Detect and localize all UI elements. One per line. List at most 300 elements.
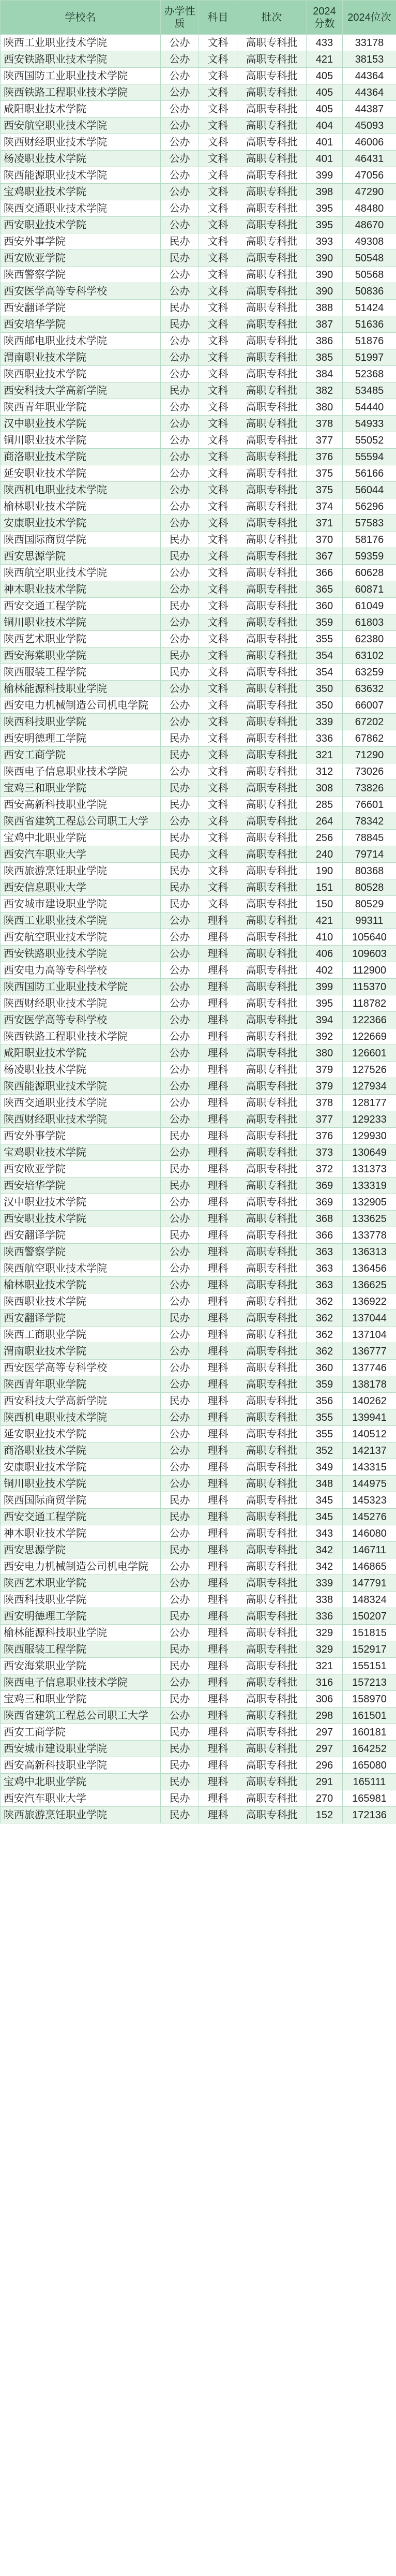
table-row [1,68,396,84]
score-cell: 388 [307,300,343,316]
school-type-cell: 公办 [161,962,199,979]
batch-cell: 高职专科批 [237,482,307,498]
subject-cell: 理科 [199,1625,237,1641]
batch-cell: 高职专科批 [237,117,307,134]
score-cell: 399 [307,167,343,184]
school-type-cell: 民办 [161,300,199,316]
batch-cell: 高职专科批 [237,780,307,797]
score-cell: 321 [307,747,343,763]
score-cell: 152 [307,1807,343,1823]
rank-cell: 164252 [343,1741,396,1757]
rank-cell: 165981 [343,1790,396,1807]
table-row [1,283,396,300]
school-type-cell: 公办 [161,1078,199,1095]
batch-cell: 高职专科批 [237,1608,307,1625]
school-name-cell: 安康职业技术学院 [1,1459,161,1476]
table-row [1,1028,396,1045]
rank-cell: 73826 [343,780,396,797]
school-name-cell: 延安职业技术学院 [1,1426,161,1442]
school-type-cell: 民办 [161,863,199,879]
rank-cell: 51636 [343,316,396,333]
batch-cell: 高职专科批 [237,1575,307,1592]
school-name-cell: 西安海棠职业学院 [1,647,161,664]
batch-cell: 高职专科批 [237,912,307,929]
school-type-cell: 公办 [161,283,199,300]
batch-cell: 高职专科批 [237,730,307,747]
batch-cell: 高职专科批 [237,217,307,233]
score-cell: 365 [307,581,343,598]
batch-cell: 高职专科批 [237,1625,307,1641]
school-type-cell: 公办 [161,1111,199,1128]
rank-cell: 133625 [343,1211,396,1227]
rank-cell: 127934 [343,1078,396,1095]
batch-cell: 高职专科批 [237,151,307,167]
rank-cell: 157213 [343,1674,396,1691]
rank-cell: 63632 [343,681,396,697]
batch-cell: 高职专科批 [237,1525,307,1542]
table-row [1,333,396,349]
table-row [1,217,396,233]
school-type-cell: 民办 [161,316,199,333]
batch-cell: 高职专科批 [237,498,307,515]
school-name-cell: 西安城市建设职业学院 [1,896,161,912]
school-name-cell: 陕西工业职业技术学院 [1,912,161,929]
batch-cell: 高职专科批 [237,1509,307,1525]
score-cell: 362 [307,1327,343,1343]
batch-cell: 高职专科批 [237,830,307,846]
subject-cell: 文科 [199,763,237,780]
batch-cell: 高职专科批 [237,316,307,333]
school-type-cell: 公办 [161,1459,199,1476]
school-type-cell: 公办 [161,84,199,101]
subject-cell: 理科 [199,1707,237,1724]
rank-cell: 53485 [343,382,396,399]
subject-cell: 文科 [199,515,237,532]
table-row [1,979,396,995]
score-cell: 352 [307,1442,343,1459]
score-cell: 395 [307,217,343,233]
table-row [1,482,396,498]
subject-cell: 理科 [199,1691,237,1707]
rank-cell: 79714 [343,846,396,863]
rank-cell: 56044 [343,482,396,498]
subject-cell: 理科 [199,1674,237,1691]
school-type-cell: 民办 [161,1310,199,1327]
rank-cell: 80529 [343,896,396,912]
school-type-cell: 公办 [161,614,199,631]
school-type-cell: 公办 [161,35,199,51]
school-name-cell: 杨凌职业技术学院 [1,1062,161,1078]
rank-cell: 130649 [343,1144,396,1161]
score-cell: 343 [307,1525,343,1542]
school-name-cell: 西安铁路职业技术学院 [1,51,161,68]
table-row [1,1724,396,1741]
batch-cell: 高职专科批 [237,1790,307,1807]
rank-cell: 122366 [343,1012,396,1028]
batch-cell: 高职专科批 [237,1144,307,1161]
subject-cell: 文科 [199,250,237,267]
school-name-cell: 陕西旅游烹饪职业学院 [1,1807,161,1823]
school-name-cell: 渭南职业技术学院 [1,1343,161,1360]
subject-cell: 理科 [199,1078,237,1095]
score-cell: 354 [307,664,343,681]
table-row [1,995,396,1012]
school-name-cell: 西安科技大学高新学院 [1,1393,161,1409]
school-type-cell: 公办 [161,432,199,449]
subject-cell: 理科 [199,1658,237,1674]
rank-cell: 67202 [343,714,396,730]
subject-cell: 理科 [199,1045,237,1062]
school-type-cell: 公办 [161,581,199,598]
school-type-cell: 民办 [161,797,199,813]
score-cell: 375 [307,482,343,498]
subject-cell: 文科 [199,382,237,399]
score-cell: 306 [307,1691,343,1707]
school-type-cell: 公办 [161,1327,199,1343]
subject-cell: 理科 [199,1741,237,1757]
batch-cell: 高职专科批 [237,1244,307,1260]
school-name-cell: 陕西科技职业学院 [1,714,161,730]
rank-cell: 144975 [343,1476,396,1492]
rank-cell: 58176 [343,532,396,548]
score-cell: 270 [307,1790,343,1807]
table-row [1,1078,396,1095]
rank-cell: 138178 [343,1376,396,1393]
table-row [1,449,396,465]
subject-cell: 理科 [199,1062,237,1078]
subject-cell: 理科 [199,1327,237,1343]
rank-cell: 50568 [343,267,396,283]
table-row [1,1492,396,1509]
school-name-cell: 杨凌职业技术学院 [1,151,161,167]
table-row [1,1277,396,1293]
table-row [1,1177,396,1194]
table-row [1,515,396,532]
table-row [1,1376,396,1393]
table-row [1,1757,396,1774]
school-type-cell: 公办 [161,349,199,366]
school-name-cell: 商洛职业技术学院 [1,1442,161,1459]
score-cell: 345 [307,1492,343,1509]
subject-cell: 文科 [199,151,237,167]
batch-cell: 高职专科批 [237,366,307,382]
school-name-cell: 宝鸡三和职业学院 [1,1691,161,1707]
school-name-cell: 西安航空职业技术学院 [1,929,161,946]
table-row [1,1409,396,1426]
rank-cell: 44364 [343,68,396,84]
school-name-cell: 宝鸡职业技术学院 [1,184,161,200]
score-cell: 329 [307,1625,343,1641]
school-name-cell: 陕西能源职业技术学院 [1,167,161,184]
rank-cell: 78342 [343,813,396,830]
school-name-cell: 陕西铁路工程职业技术学院 [1,84,161,101]
subject-cell: 理科 [199,1774,237,1790]
score-cell: 374 [307,498,343,515]
school-type-cell: 民办 [161,1492,199,1509]
score-cell: 264 [307,813,343,830]
school-name-cell: 榆林职业技术学院 [1,1277,161,1293]
subject-cell: 理科 [199,929,237,946]
batch-cell: 高职专科批 [237,614,307,631]
school-name-cell: 陕西国防工业职业技术学院 [1,68,161,84]
batch-cell: 高职专科批 [237,598,307,614]
subject-cell: 文科 [199,879,237,896]
subject-cell: 文科 [199,349,237,366]
batch-cell: 高职专科批 [237,1277,307,1293]
rank-cell: 137044 [343,1310,396,1327]
table-row [1,1194,396,1211]
rank-cell: 148324 [343,1592,396,1608]
subject-cell: 理科 [199,1542,237,1558]
subject-cell: 文科 [199,714,237,730]
batch-cell: 高职专科批 [237,449,307,465]
score-cell: 336 [307,1608,343,1625]
school-type-cell: 公办 [161,1194,199,1211]
school-name-cell: 西安航空职业技术学院 [1,117,161,134]
school-name-cell: 西安翻译学院 [1,1310,161,1327]
rank-cell: 145276 [343,1509,396,1525]
table-row [1,962,396,979]
score-cell: 297 [307,1741,343,1757]
batch-cell: 高职专科批 [237,1211,307,1227]
batch-cell: 高职专科批 [237,1343,307,1360]
batch-cell: 高职专科批 [237,1807,307,1823]
rank-cell: 55594 [343,449,396,465]
subject-cell: 文科 [199,184,237,200]
school-type-cell: 公办 [161,681,199,697]
table-row [1,1476,396,1492]
subject-cell: 文科 [199,482,237,498]
table-row [1,349,396,366]
batch-cell: 高职专科批 [237,1774,307,1790]
table-row [1,896,396,912]
school-type-cell: 民办 [161,233,199,250]
rank-cell: 145323 [343,1492,396,1509]
batch-cell: 高职专科批 [237,581,307,598]
school-type-cell: 公办 [161,929,199,946]
school-type-cell: 民办 [161,382,199,399]
score-cell: 385 [307,349,343,366]
score-cell: 379 [307,1078,343,1095]
batch-cell: 高职专科批 [237,465,307,482]
score-cell: 372 [307,1161,343,1177]
batch-cell: 高职专科批 [237,1442,307,1459]
batch-cell: 高职专科批 [237,1360,307,1376]
school-name-cell: 西安职业技术学院 [1,1211,161,1227]
batch-cell: 高职专科批 [237,1757,307,1774]
school-type-cell: 公办 [161,449,199,465]
subject-cell: 文科 [199,316,237,333]
score-cell: 371 [307,515,343,532]
batch-cell: 高职专科批 [237,1393,307,1409]
score-cell: 362 [307,1343,343,1360]
table-row [1,1807,396,1823]
batch-cell: 高职专科批 [237,515,307,532]
school-type-cell: 民办 [161,1691,199,1707]
table-row [1,1260,396,1277]
rank-cell: 129930 [343,1128,396,1144]
score-cell: 363 [307,1277,343,1293]
batch-cell: 高职专科批 [237,797,307,813]
score-cell: 402 [307,962,343,979]
batch-cell: 高职专科批 [237,184,307,200]
table-row [1,1144,396,1161]
subject-cell: 文科 [199,647,237,664]
rank-cell: 129233 [343,1111,396,1128]
school-type-cell: 民办 [161,1393,199,1409]
batch-cell: 高职专科批 [237,1327,307,1343]
rank-cell: 51997 [343,349,396,366]
table-row [1,51,396,68]
subject-cell: 文科 [199,565,237,581]
score-cell: 339 [307,1575,343,1592]
batch-cell: 高职专科批 [237,1426,307,1442]
table-row [1,233,396,250]
school-name-cell: 西安思源学院 [1,548,161,565]
school-type-cell: 公办 [161,267,199,283]
table-row [1,1592,396,1608]
score-cell: 377 [307,1111,343,1128]
batch-cell: 高职专科批 [237,1658,307,1674]
table-row [1,1062,396,1078]
table-row [1,416,396,432]
rank-cell: 133778 [343,1227,396,1244]
school-name-cell: 宝鸡中北职业学院 [1,1774,161,1790]
school-name-cell: 陕西财经职业技术学院 [1,134,161,151]
school-type-cell: 公办 [161,1442,199,1459]
school-type-cell: 民办 [161,730,199,747]
subject-cell: 文科 [199,730,237,747]
table-row [1,1509,396,1525]
rank-cell: 51424 [343,300,396,316]
score-cell: 321 [307,1658,343,1674]
rank-cell: 118782 [343,995,396,1012]
score-cell: 348 [307,1476,343,1492]
school-type-cell: 公办 [161,697,199,714]
rank-cell: 63259 [343,664,396,681]
subject-cell: 文科 [199,117,237,134]
table-row [1,1442,396,1459]
subject-cell: 理科 [199,1442,237,1459]
subject-cell: 文科 [199,449,237,465]
subject-cell: 理科 [199,1509,237,1525]
subject-cell: 文科 [199,233,237,250]
batch-cell: 高职专科批 [237,267,307,283]
rank-cell: 50548 [343,250,396,267]
score-cell: 366 [307,565,343,581]
rank-cell: 146711 [343,1542,396,1558]
school-name-cell: 西安培华学院 [1,316,161,333]
school-name-cell: 延安职业技术学院 [1,465,161,482]
rank-cell: 78845 [343,830,396,846]
school-type-cell: 公办 [161,1625,199,1641]
subject-cell: 文科 [199,51,237,68]
school-name-cell: 陕西旅游烹饪职业学院 [1,863,161,879]
rank-cell: 150207 [343,1608,396,1625]
school-name-cell: 西安外事学院 [1,1128,161,1144]
school-name-cell: 陕西航空职业技术学院 [1,565,161,581]
score-cell: 395 [307,200,343,217]
school-type-cell: 公办 [161,366,199,382]
school-name-cell: 陕西省建筑工程总公司职工大学 [1,1707,161,1724]
table-row [1,598,396,614]
batch-cell: 高职专科批 [237,1542,307,1558]
rank-cell: 165080 [343,1757,396,1774]
score-cell: 378 [307,1095,343,1111]
school-name-cell: 陕西艺术职业学院 [1,1575,161,1592]
rank-cell: 48670 [343,217,396,233]
table-row [1,581,396,598]
header-batch: 批次 [237,1,307,35]
school-name-cell: 陕西邮电职业技术学院 [1,333,161,349]
batch-cell: 高职专科批 [237,1227,307,1244]
batch-cell: 高职专科批 [237,416,307,432]
table-row [1,316,396,333]
batch-cell: 高职专科批 [237,565,307,581]
score-cell: 354 [307,647,343,664]
rank-cell: 136456 [343,1260,396,1277]
school-type-cell: 民办 [161,1608,199,1625]
table-row [1,946,396,962]
score-cell: 401 [307,151,343,167]
school-type-cell: 民办 [161,1724,199,1741]
school-type-cell: 民办 [161,830,199,846]
table-row [1,1343,396,1360]
rank-cell: 131373 [343,1161,396,1177]
table-row [1,151,396,167]
score-cell: 349 [307,1459,343,1476]
subject-cell: 文科 [199,747,237,763]
subject-cell: 理科 [199,1012,237,1028]
rank-cell: 67862 [343,730,396,747]
header-score-2024: 2024分数 [307,1,343,35]
table-row [1,830,396,846]
school-name-cell: 陕西青年职业学院 [1,1376,161,1393]
batch-cell: 高职专科批 [237,399,307,416]
school-name-cell: 西安工商学院 [1,747,161,763]
table-row [1,1542,396,1558]
school-name-cell: 陕西工商职业学院 [1,1327,161,1343]
school-name-cell: 榆林能源科技职业学院 [1,681,161,697]
score-cell: 370 [307,532,343,548]
school-type-cell: 民办 [161,879,199,896]
score-cell: 393 [307,233,343,250]
school-name-cell: 铜川职业技术学院 [1,432,161,449]
school-name-cell: 西安明德理工学院 [1,730,161,747]
school-type-cell: 公办 [161,1707,199,1724]
batch-cell: 高职专科批 [237,333,307,349]
table-row [1,184,396,200]
school-type-cell: 公办 [161,1277,199,1293]
school-type-cell: 公办 [161,631,199,647]
school-name-cell: 西安汽车职业大学 [1,846,161,863]
score-cell: 329 [307,1641,343,1658]
table-row [1,879,396,896]
table-row [1,1012,396,1028]
score-cell: 392 [307,1028,343,1045]
rank-cell: 161501 [343,1707,396,1724]
table-body [1,35,396,1823]
school-name-cell: 铜川职业技术学院 [1,614,161,631]
school-name-cell: 渭南职业技术学院 [1,349,161,366]
school-type-cell: 民办 [161,1509,199,1525]
school-type-cell: 民办 [161,780,199,797]
score-cell: 367 [307,548,343,565]
batch-cell: 高职专科批 [237,846,307,863]
school-type-cell: 公办 [161,333,199,349]
school-name-cell: 陕西铁路工程职业技术学院 [1,1028,161,1045]
batch-cell: 高职专科批 [237,1724,307,1741]
